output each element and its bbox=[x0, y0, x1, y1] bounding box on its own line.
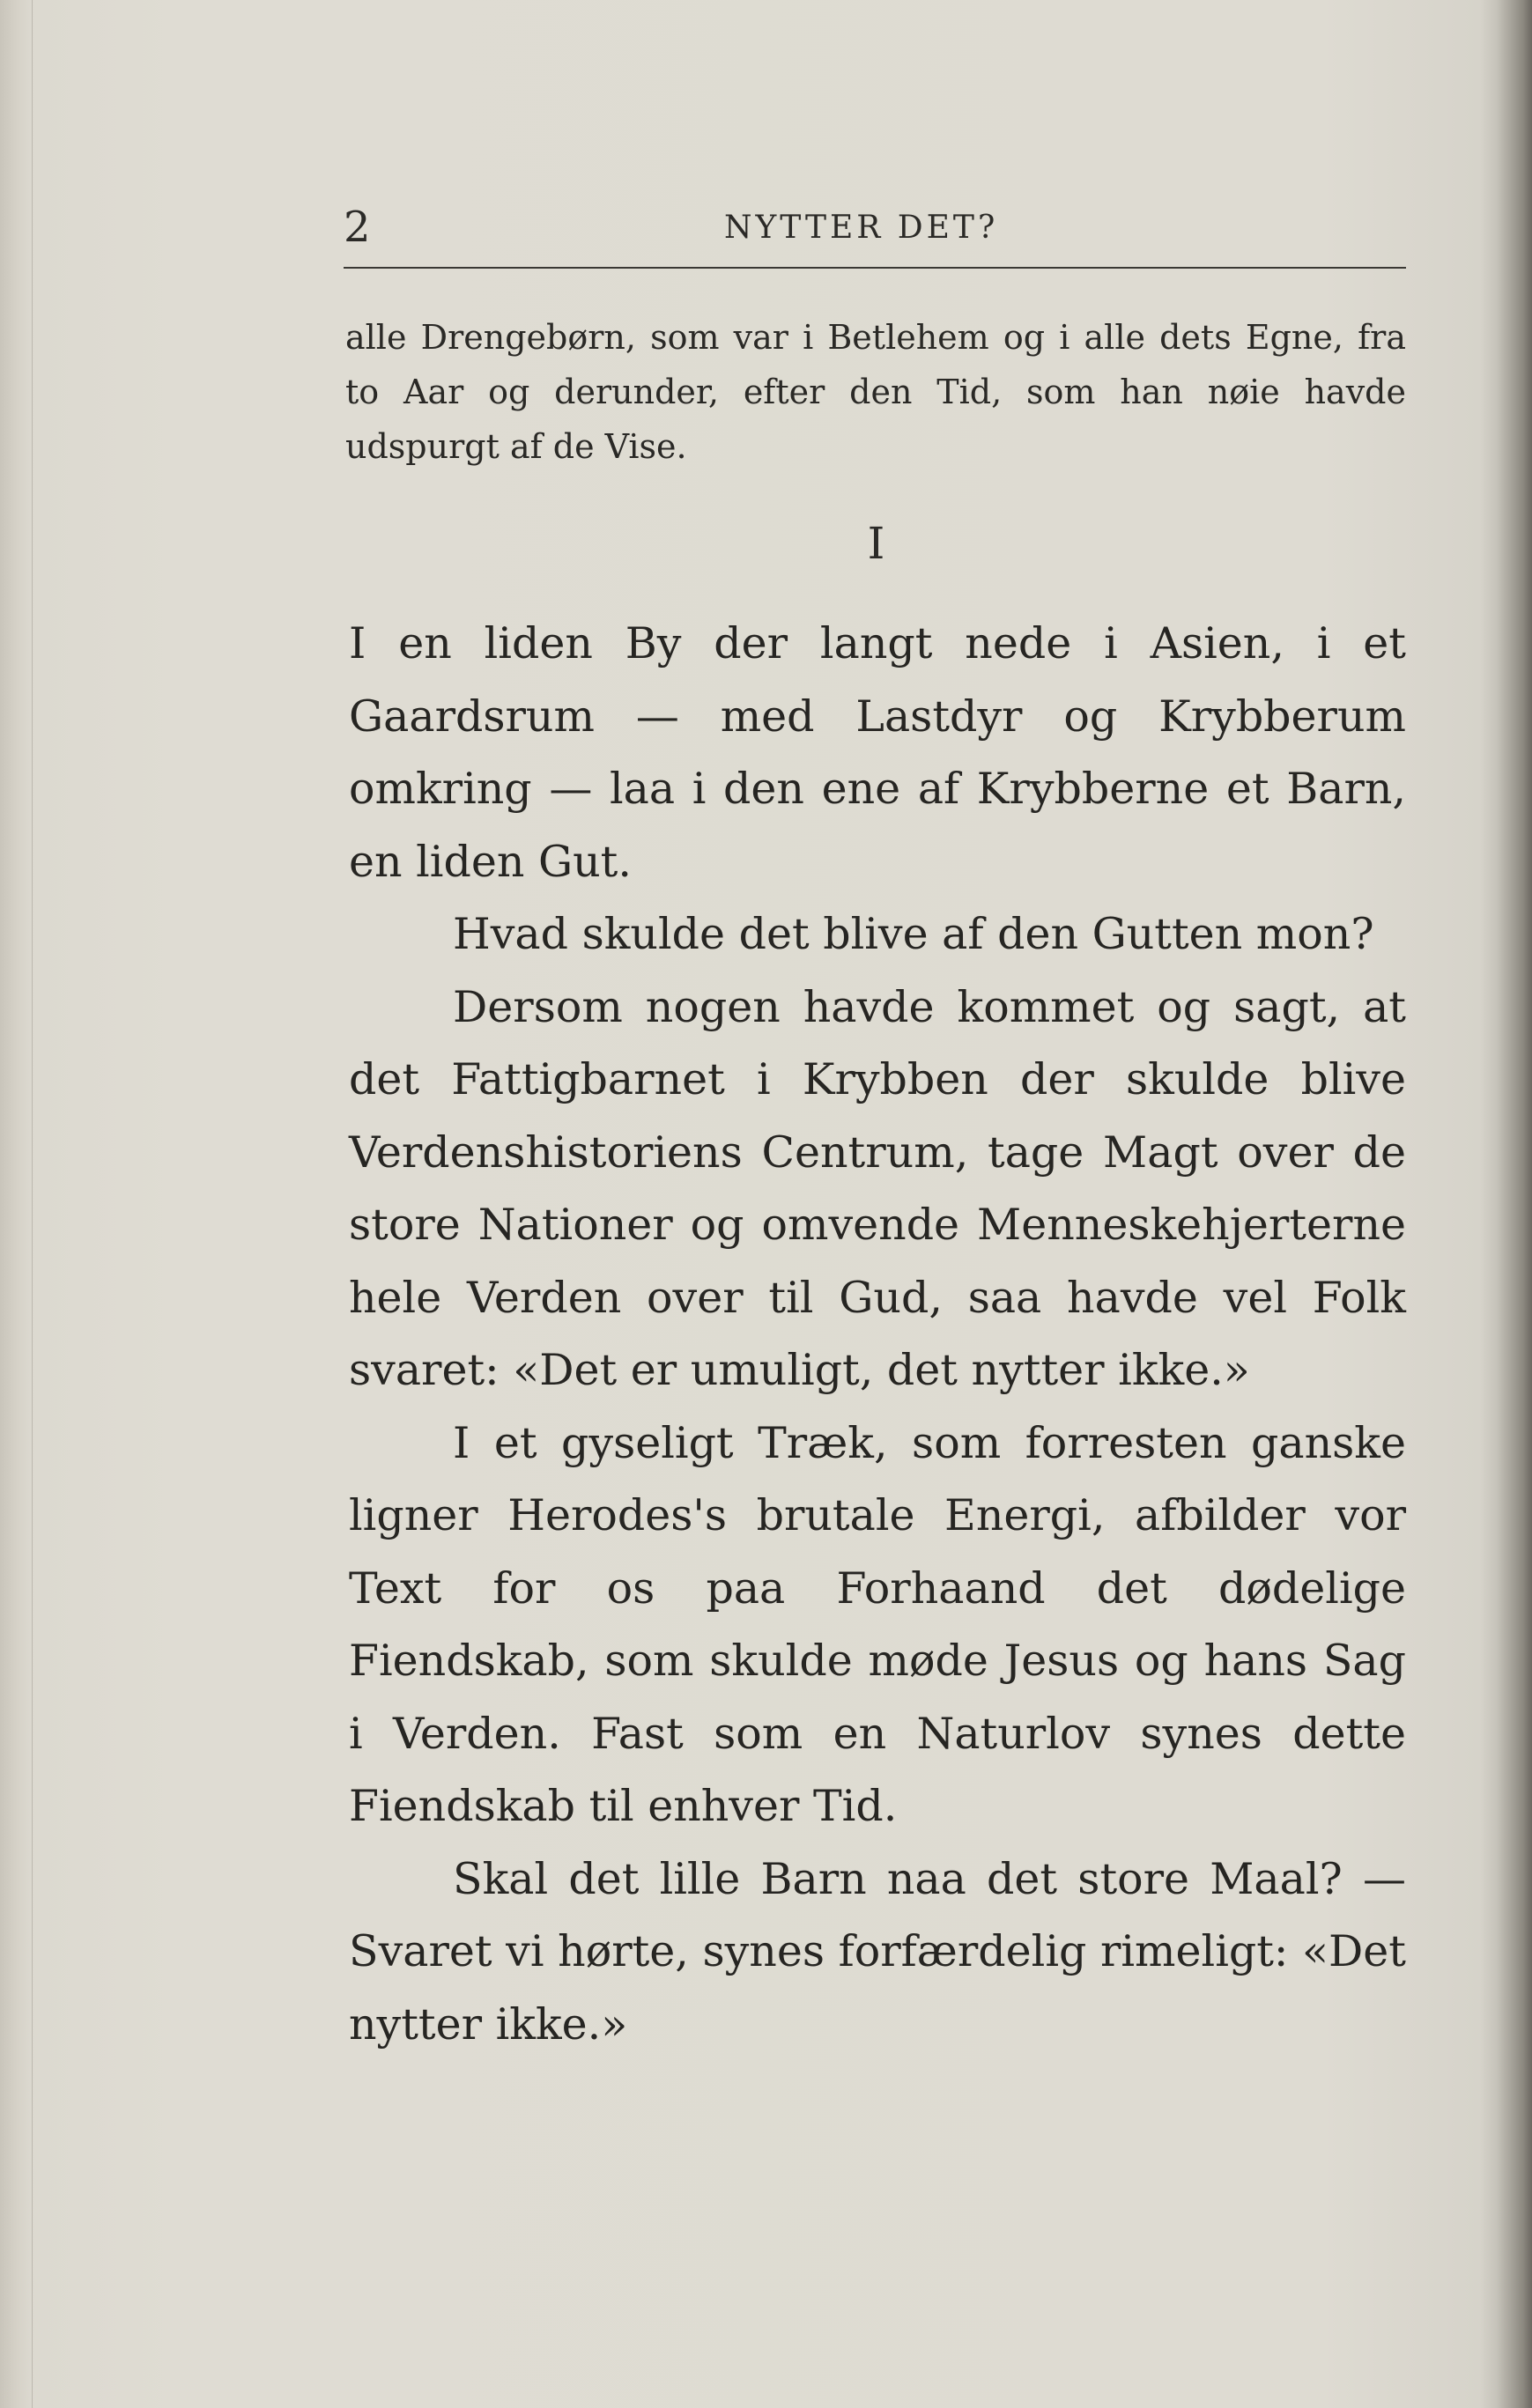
intro-text: alle Drengebørn, som var i Betlehem og i alle dets Egne, fra to Aar og derunder, efter den Tid, som han nøie havde udspurgt af de Vise. bbox=[345, 318, 1406, 466]
binding-edge bbox=[0, 0, 33, 2408]
intro-passage bbox=[345, 310, 1406, 474]
paragraph-3: Dersom nogen havde kommet og sagt, at det Fattigbarnet i Krybben der skulde blive Verdenshistoriens Centrum, tage Magt over de store Nationer og omvende Menneskehjerterne hele Verden over til Gud, saa havde vel Folk svaret: «Det er umuligt, det nytter ikke.» bbox=[349, 981, 1406, 1395]
page-edge-shadow bbox=[1497, 0, 1532, 2408]
paragraph-1: I en liden By der langt nede i Asien, i et Gaardsrum — med Lastdyr og Krybberum omkring — laa i den ene af Krybberne et Barn, en liden Gut. bbox=[349, 618, 1406, 887]
header-rule bbox=[344, 267, 1406, 269]
running-head bbox=[344, 203, 1406, 264]
paragraph-4: I et gyseligt Træk, som forresten ganske ligner Herodes's brutale Energi, afbilder vor Text for os paa Forhaand det dødelige Fiendskab, som skulde møde Jesus og hans Sag i Verden. Fast som en Naturlov synes dette Fiendskab til enhver Tid. bbox=[349, 1417, 1406, 1831]
running-title: NYTTER DET? bbox=[724, 210, 999, 246]
paragraph-2: Hvad skulde det blive af den Gutten mon? bbox=[453, 909, 1374, 959]
body-text bbox=[349, 608, 1406, 2061]
paragraph-5: Skal det lille Barn naa det store Maal? — Svaret vi hørte, synes forfærdelig rimeligt: «Det nytter ikke.» bbox=[349, 1853, 1406, 2050]
page-number: 2 bbox=[344, 203, 371, 252]
section-numeral: I bbox=[867, 518, 885, 569]
